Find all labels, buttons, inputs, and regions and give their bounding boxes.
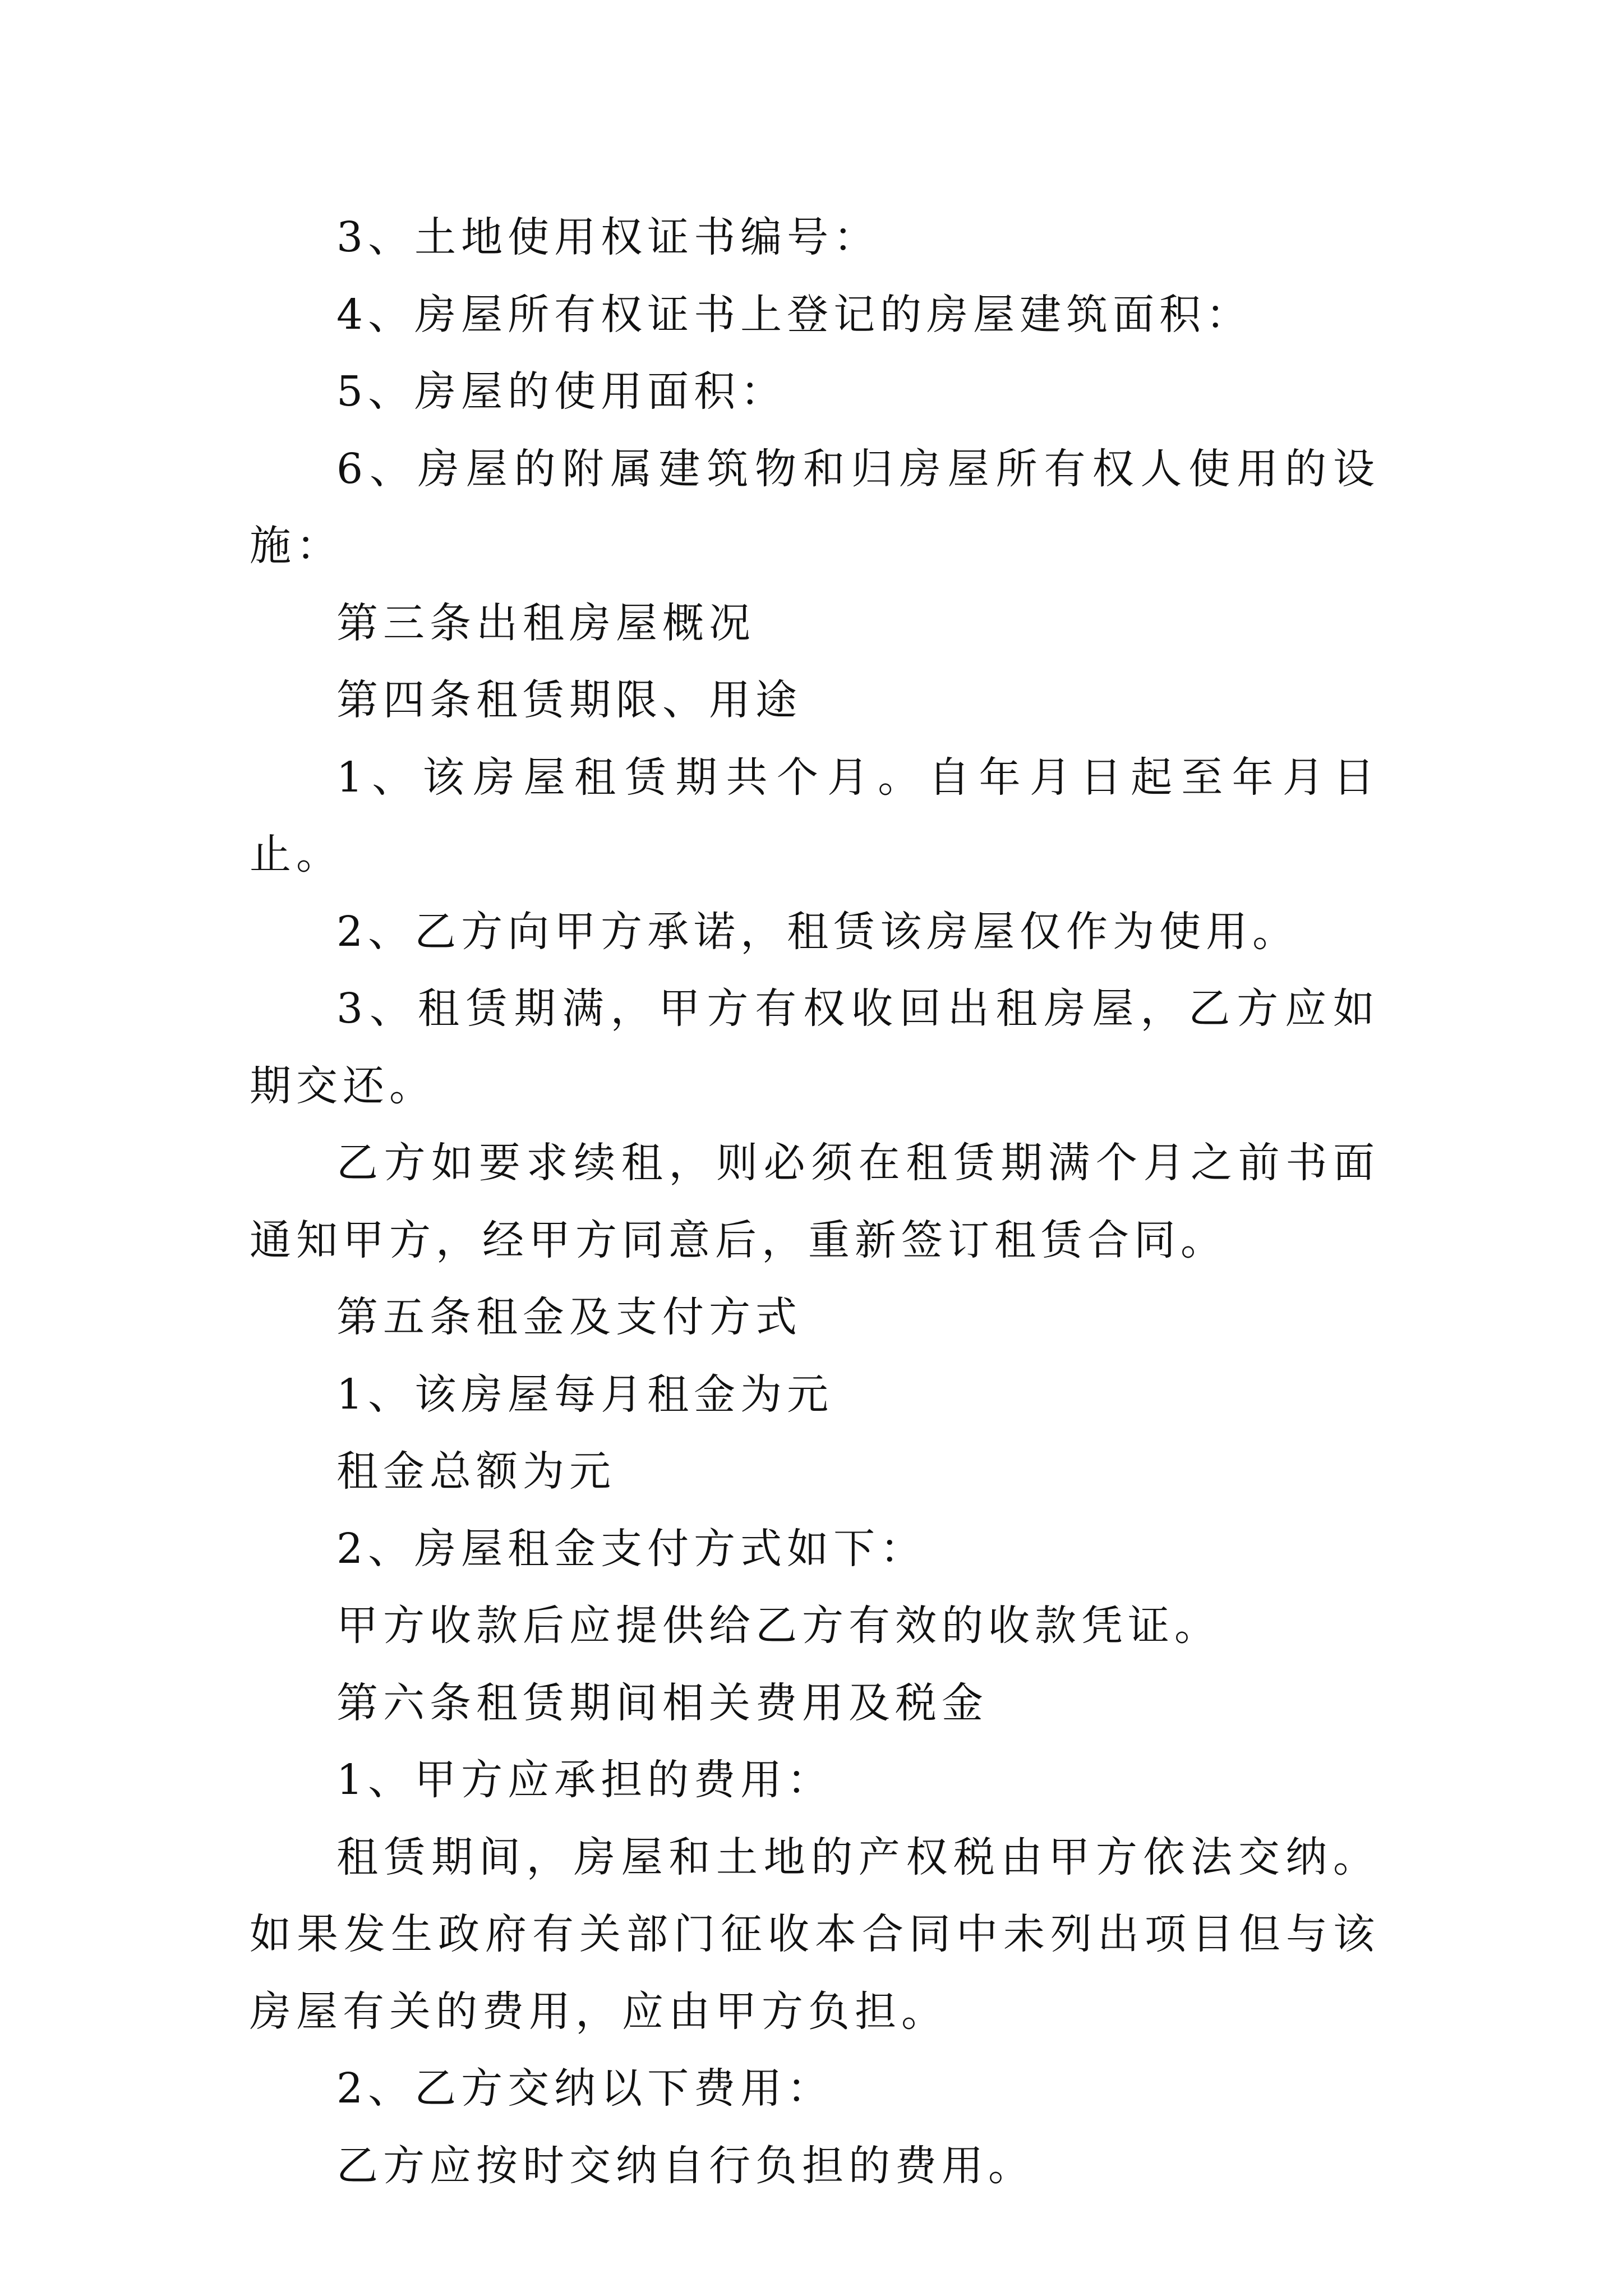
paragraph-lease-use: 2、乙方向甲方承诺，租赁该房屋仅作为使用。: [336, 907, 1299, 956]
paragraph-monthly-rent: 1、该房屋每月租金为元: [336, 1370, 834, 1419]
paragraph-lease-term: 1、该房屋租赁期共个月。自年月日起至年月日止。: [250, 753, 1380, 878]
paragraph-lease-renewal: 乙方如要求续租，则必须在租赁期满个月之前书面通知甲方，经甲方同意后，重新签订租赁合同。: [250, 1139, 1380, 1264]
paragraph-payment-method: 2、房屋租金支付方式如下：: [336, 1524, 927, 1573]
document-body: [250, 199, 1380, 2205]
paragraph-payment-receipt: 甲方收款后应提供给乙方有效的收款凭证。: [336, 1602, 1221, 1650]
paragraph-party-a-fees: 1、甲方应承担的费用：: [336, 1756, 834, 1804]
article-3-heading: 第三条出租房屋概况: [336, 599, 755, 647]
paragraph-party-b-fees: 2、乙方交纳以下费用：: [336, 2064, 834, 2113]
article-4-heading: 第四条租赁期限、用途: [336, 676, 802, 724]
paragraph-lease-expiry: 3、租赁期满，甲方有权收回出租房屋，乙方应如期交还。: [250, 984, 1380, 1110]
article-5-heading: 第五条租金及支付方式: [336, 1293, 802, 1341]
paragraph-ancillary-facilities: 6、房屋的附属建筑物和归房屋所有权人使用的设施：: [250, 444, 1380, 570]
paragraph-usable-area: 5、房屋的使用面积：: [336, 367, 787, 416]
article-6-heading: 第六条租赁期间相关费用及税金: [336, 1678, 988, 1727]
paragraph-land-certificate-number: 3、土地使用权证书编号：: [336, 213, 880, 261]
paragraph-total-rent: 租金总额为元: [336, 1447, 616, 1496]
paragraph-party-b-payment: 乙方应按时交纳自行负担的费用。: [336, 2141, 1035, 2190]
paragraph-property-tax: 租赁期间，房屋和土地的产权税由甲方依法交纳。如果发生政府有关部门征收本合同中未列出项目但与该房屋有关的费用，应由甲方负担。: [250, 1833, 1380, 2036]
paragraph-building-area: 4、房屋所有权证书上登记的房屋建筑面积：: [336, 290, 1253, 339]
